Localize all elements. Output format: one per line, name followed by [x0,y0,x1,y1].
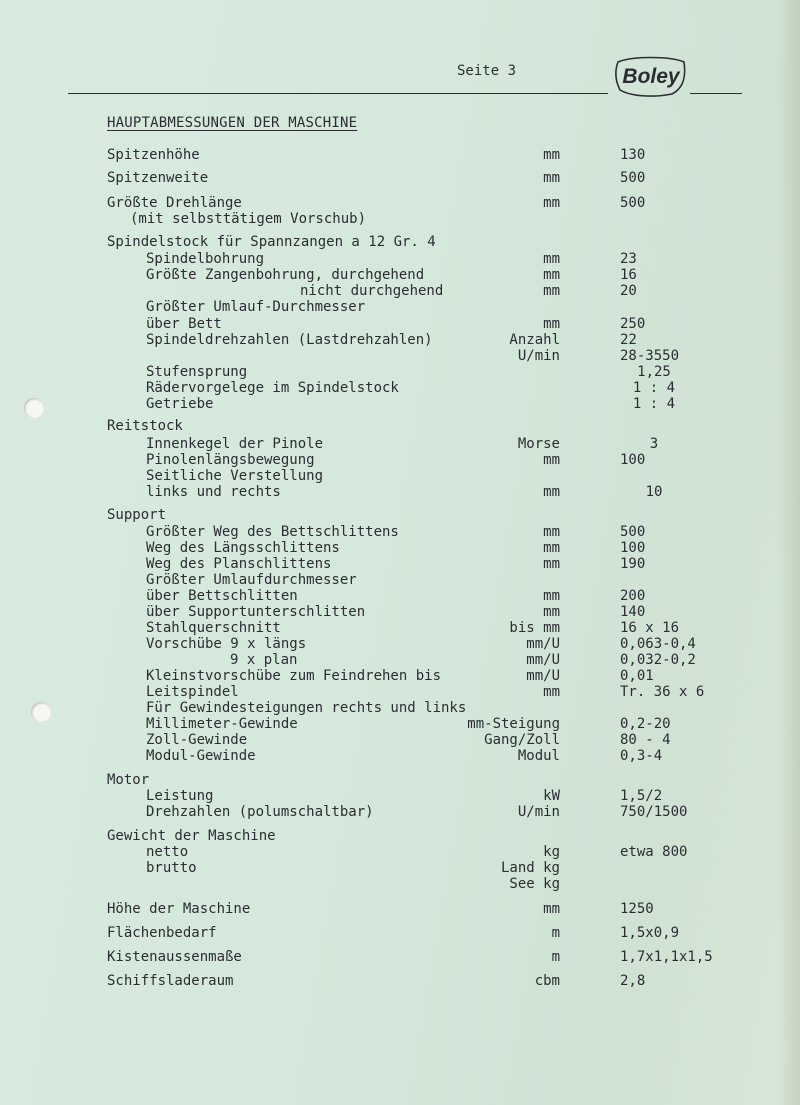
spec-row [0,524,800,540]
spec-unit: mm [543,684,560,700]
spec-row [0,604,800,620]
spec-row [0,283,800,299]
spec-row [0,267,800,283]
spec-label: Kleinstvorschübe zum Feindrehen bis [146,668,442,684]
spec-row [0,211,800,227]
spec-row [0,620,800,636]
spec-value: 0,063-0,4 [620,636,696,652]
spec-unit: mm [543,588,560,604]
spec-value: 1 : 4 [632,380,676,396]
spec-unit: U/min [517,804,560,820]
spec-unit: mm [543,251,560,267]
spec-unit: mm [543,452,560,468]
spec-label: Vorschübe 9 x längs [146,636,307,652]
spec-label: Größte Zangenbohrung, durchgehend [146,267,425,283]
spec-label: (mit selbsttätigem Vorschub) [130,211,367,227]
spec-row [0,364,800,380]
spec-row [0,556,800,572]
spec-label: Höhe der Maschine [107,901,251,917]
spec-label: über Bettschlitten [146,588,298,604]
spec-unit: mm/U [526,636,560,652]
spec-label: brutto [146,860,197,876]
spec-row [0,170,800,186]
spec-row [0,772,800,788]
spec-unit: mm [543,524,560,540]
spec-row [0,716,800,732]
spec-label: Drehzahlen (polumschaltbar) [146,804,374,820]
spec-row [0,828,800,844]
spec-label: Weg des Längsschlittens [146,540,340,556]
spec-unit: mm [543,540,560,556]
spec-value: 20 [620,283,637,299]
spec-value: 750/1500 [620,804,688,820]
spec-unit: Anzahl [509,332,560,348]
spec-label: Schiffsladeraum [107,973,234,989]
spec-label: Leistung [146,788,214,804]
spec-label: Weg des Planschlittens [146,556,332,572]
spec-label: Modul-Gewinde [146,748,256,764]
header-rule-right [690,93,742,94]
spec-unit: mm [543,901,560,917]
spec-label: Stahlquerschnitt [146,620,281,636]
spec-label: Kistenaussenmaße [107,949,242,965]
spec-label: Stufensprung [146,364,248,380]
spec-value: 1250 [620,901,654,917]
spec-unit: m [551,925,560,941]
spec-unit: mm/U [526,652,560,668]
spec-label: Getriebe [146,396,214,412]
spec-label: Pinolenlängsbewegung [146,452,315,468]
spec-row [0,572,800,588]
spec-row [0,452,800,468]
boley-logo [612,54,690,100]
spec-label: über Supportunterschlitten [146,604,366,620]
spec-label: 9 x plan [230,652,298,668]
spec-unit: bis mm [509,620,560,636]
spec-row [0,316,800,332]
spec-label: Größte Drehlänge [107,195,242,211]
spec-row [0,195,800,211]
spec-value: 1,7x1,1x1,5 [620,949,713,965]
spec-value: 100 [620,540,646,556]
spec-row [0,396,800,412]
spec-unit: See kg [509,876,560,892]
spec-label: Spindelbohrung [146,251,265,267]
spec-unit: Gang/Zoll [484,732,560,748]
spec-value: 23 [620,251,637,267]
spec-unit: Land kg [500,860,560,876]
spec-unit: mm [543,195,560,211]
spec-unit: mm [543,604,560,620]
spec-unit: Modul [517,748,560,764]
spec-label: netto [146,844,189,860]
spec-label: Leitspindel [146,684,239,700]
spec-value: 16 x 16 [620,620,680,636]
spec-row [0,147,800,163]
spec-value: 1,5x0,9 [620,925,680,941]
spec-row [0,684,800,700]
spec-label: Flächenbedarf [107,925,217,941]
spec-row [0,299,800,315]
spec-row [0,804,800,820]
spec-value: 500 [620,195,646,211]
spec-row [0,876,800,892]
spec-value: 80 - 4 [620,732,671,748]
spec-row [0,949,800,965]
spec-unit: m [551,949,560,965]
spec-unit: Morse [517,436,560,452]
spec-value: 130 [620,147,646,163]
spec-row [0,973,800,989]
spec-label: Reitstock [107,418,183,434]
spec-row [0,468,800,484]
spec-label: Rädervorgelege im Spindelstock [146,380,399,396]
document-title: HAUPTABMESSUNGEN DER MASCHINE [107,115,358,131]
spec-unit: U/min [517,348,560,364]
spec-value: 0,032-0,2 [620,652,696,668]
spec-value: 100 [620,452,646,468]
spec-row [0,788,800,804]
spec-unit: kg [543,844,560,860]
spec-row [0,436,800,452]
spec-value: 22 [620,332,637,348]
spec-row [0,652,800,668]
spec-row [0,588,800,604]
spec-value: 16 [620,267,637,283]
spec-value: 200 [620,588,646,604]
spec-label: Spindelstock für Spannzangen a 12 Gr. 4 [107,234,436,250]
spec-row [0,348,800,364]
spec-value: 10 [645,484,663,500]
spec-label: Größter Weg des Bettschlittens [146,524,399,540]
spec-unit: mm [543,316,560,332]
spec-unit: cbm [534,973,560,989]
spec-row [0,234,800,250]
spec-row [0,507,800,523]
spec-label: über Bett [146,316,222,332]
spec-label: nicht durchgehend [300,283,444,299]
spec-label: Zoll-Gewinde [146,732,248,748]
spec-value: 1,25 [637,364,671,380]
spec-label: Support [107,507,167,523]
spec-row [0,732,800,748]
spec-label: Innenkegel der Pinole [146,436,324,452]
spec-label: Spitzenhöhe [107,147,200,163]
spec-value: 1 : 4 [632,396,676,412]
spec-unit: kW [543,788,560,804]
spec-row [0,540,800,556]
spec-value: 0,3-4 [620,748,663,764]
spec-row [0,484,800,500]
spec-unit: mm [543,267,560,283]
spec-label: Größter Umlauf-Durchmesser [146,299,366,315]
spec-value: 3 [649,436,659,452]
spec-value: 250 [620,316,646,332]
spec-unit: mm [543,556,560,572]
spec-row [0,844,800,860]
spec-label: Für Gewindesteigungen rechts und links [146,700,467,716]
spec-label: Gewicht der Maschine [107,828,276,844]
spec-unit: mm-Steigung [467,716,560,732]
spec-value: 500 [620,524,646,540]
spec-row [0,668,800,684]
spec-value: 0,01 [620,668,654,684]
spec-value: 190 [620,556,646,572]
spec-unit: mm [543,170,560,186]
spec-row [0,418,800,434]
spec-value: 500 [620,170,646,186]
spec-label: Spitzenweite [107,170,209,186]
spec-row [0,748,800,764]
spec-row [0,860,800,876]
spec-label: Spindeldrehzahlen (Lastdrehzahlen) [146,332,433,348]
spec-row [0,332,800,348]
spec-row [0,636,800,652]
header-rule-left [68,93,608,94]
spec-unit: mm [543,283,560,299]
spec-label: Millimeter-Gewinde [146,716,298,732]
spec-value: 1,5/2 [620,788,663,804]
spec-value: etwa 800 [620,844,688,860]
spec-unit: mm/U [526,668,560,684]
spec-label: Seitliche Verstellung [146,468,324,484]
spec-row [0,700,800,716]
spec-unit: mm [543,484,560,500]
spec-value: 2,8 [620,973,646,989]
spec-row [0,925,800,941]
spec-label: Größter Umlaufdurchmesser [146,572,357,588]
logo-text: Boley [622,65,680,88]
page-number: Seite 3 [457,63,517,79]
spec-value: 28-3550 [620,348,680,364]
spec-row [0,901,800,917]
spec-label: Motor [107,772,150,788]
spec-value: 140 [620,604,646,620]
spec-value: 0,2-20 [620,716,671,732]
spec-row [0,380,800,396]
spec-label: links und rechts [146,484,281,500]
spec-unit: mm [543,147,560,163]
spec-row [0,251,800,267]
spec-value: Tr. 36 x 6 [620,684,705,700]
